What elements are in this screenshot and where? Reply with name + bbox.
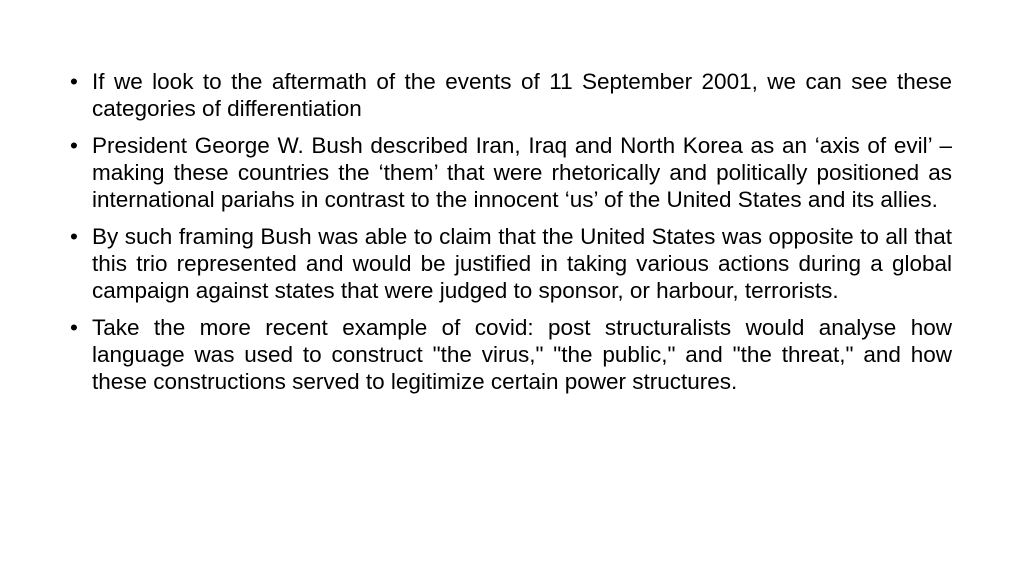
bullet-item bbox=[68, 314, 952, 395]
bullet-icon: • bbox=[70, 133, 78, 158]
bullet-text: President George W. Bush described Iran, Iraq and North Korea as an ‘axis of evil’ – making these countries the ‘them’ that were rhetorically and politically positioned as international pariahs in contrast to the innocent ‘us’ of the United States and its allies. bbox=[92, 133, 952, 212]
bullet-list bbox=[68, 68, 952, 405]
bullet-text: By such framing Bush was able to claim that the United States was opposite to all that this trio represented and would be justified in taking various actions during a global campaign against states that were judged to sponsor, or harbour, terrorists. bbox=[92, 224, 952, 303]
bullet-text: If we look to the aftermath of the events of 11 September 2001, we can see these categories of differentiation bbox=[92, 69, 952, 121]
bullet-icon: • bbox=[70, 69, 78, 94]
bullet-item bbox=[68, 68, 952, 122]
bullet-item bbox=[68, 132, 952, 213]
bullet-item bbox=[68, 223, 952, 304]
bullet-icon: • bbox=[70, 224, 78, 249]
bullet-text: Take the more recent example of covid: post structuralists would analyse how language was used to construct "the virus," "the public," and "the threat," and how these constructions served to legitimize certain power structures. bbox=[92, 315, 952, 394]
bullet-icon: • bbox=[70, 315, 78, 340]
